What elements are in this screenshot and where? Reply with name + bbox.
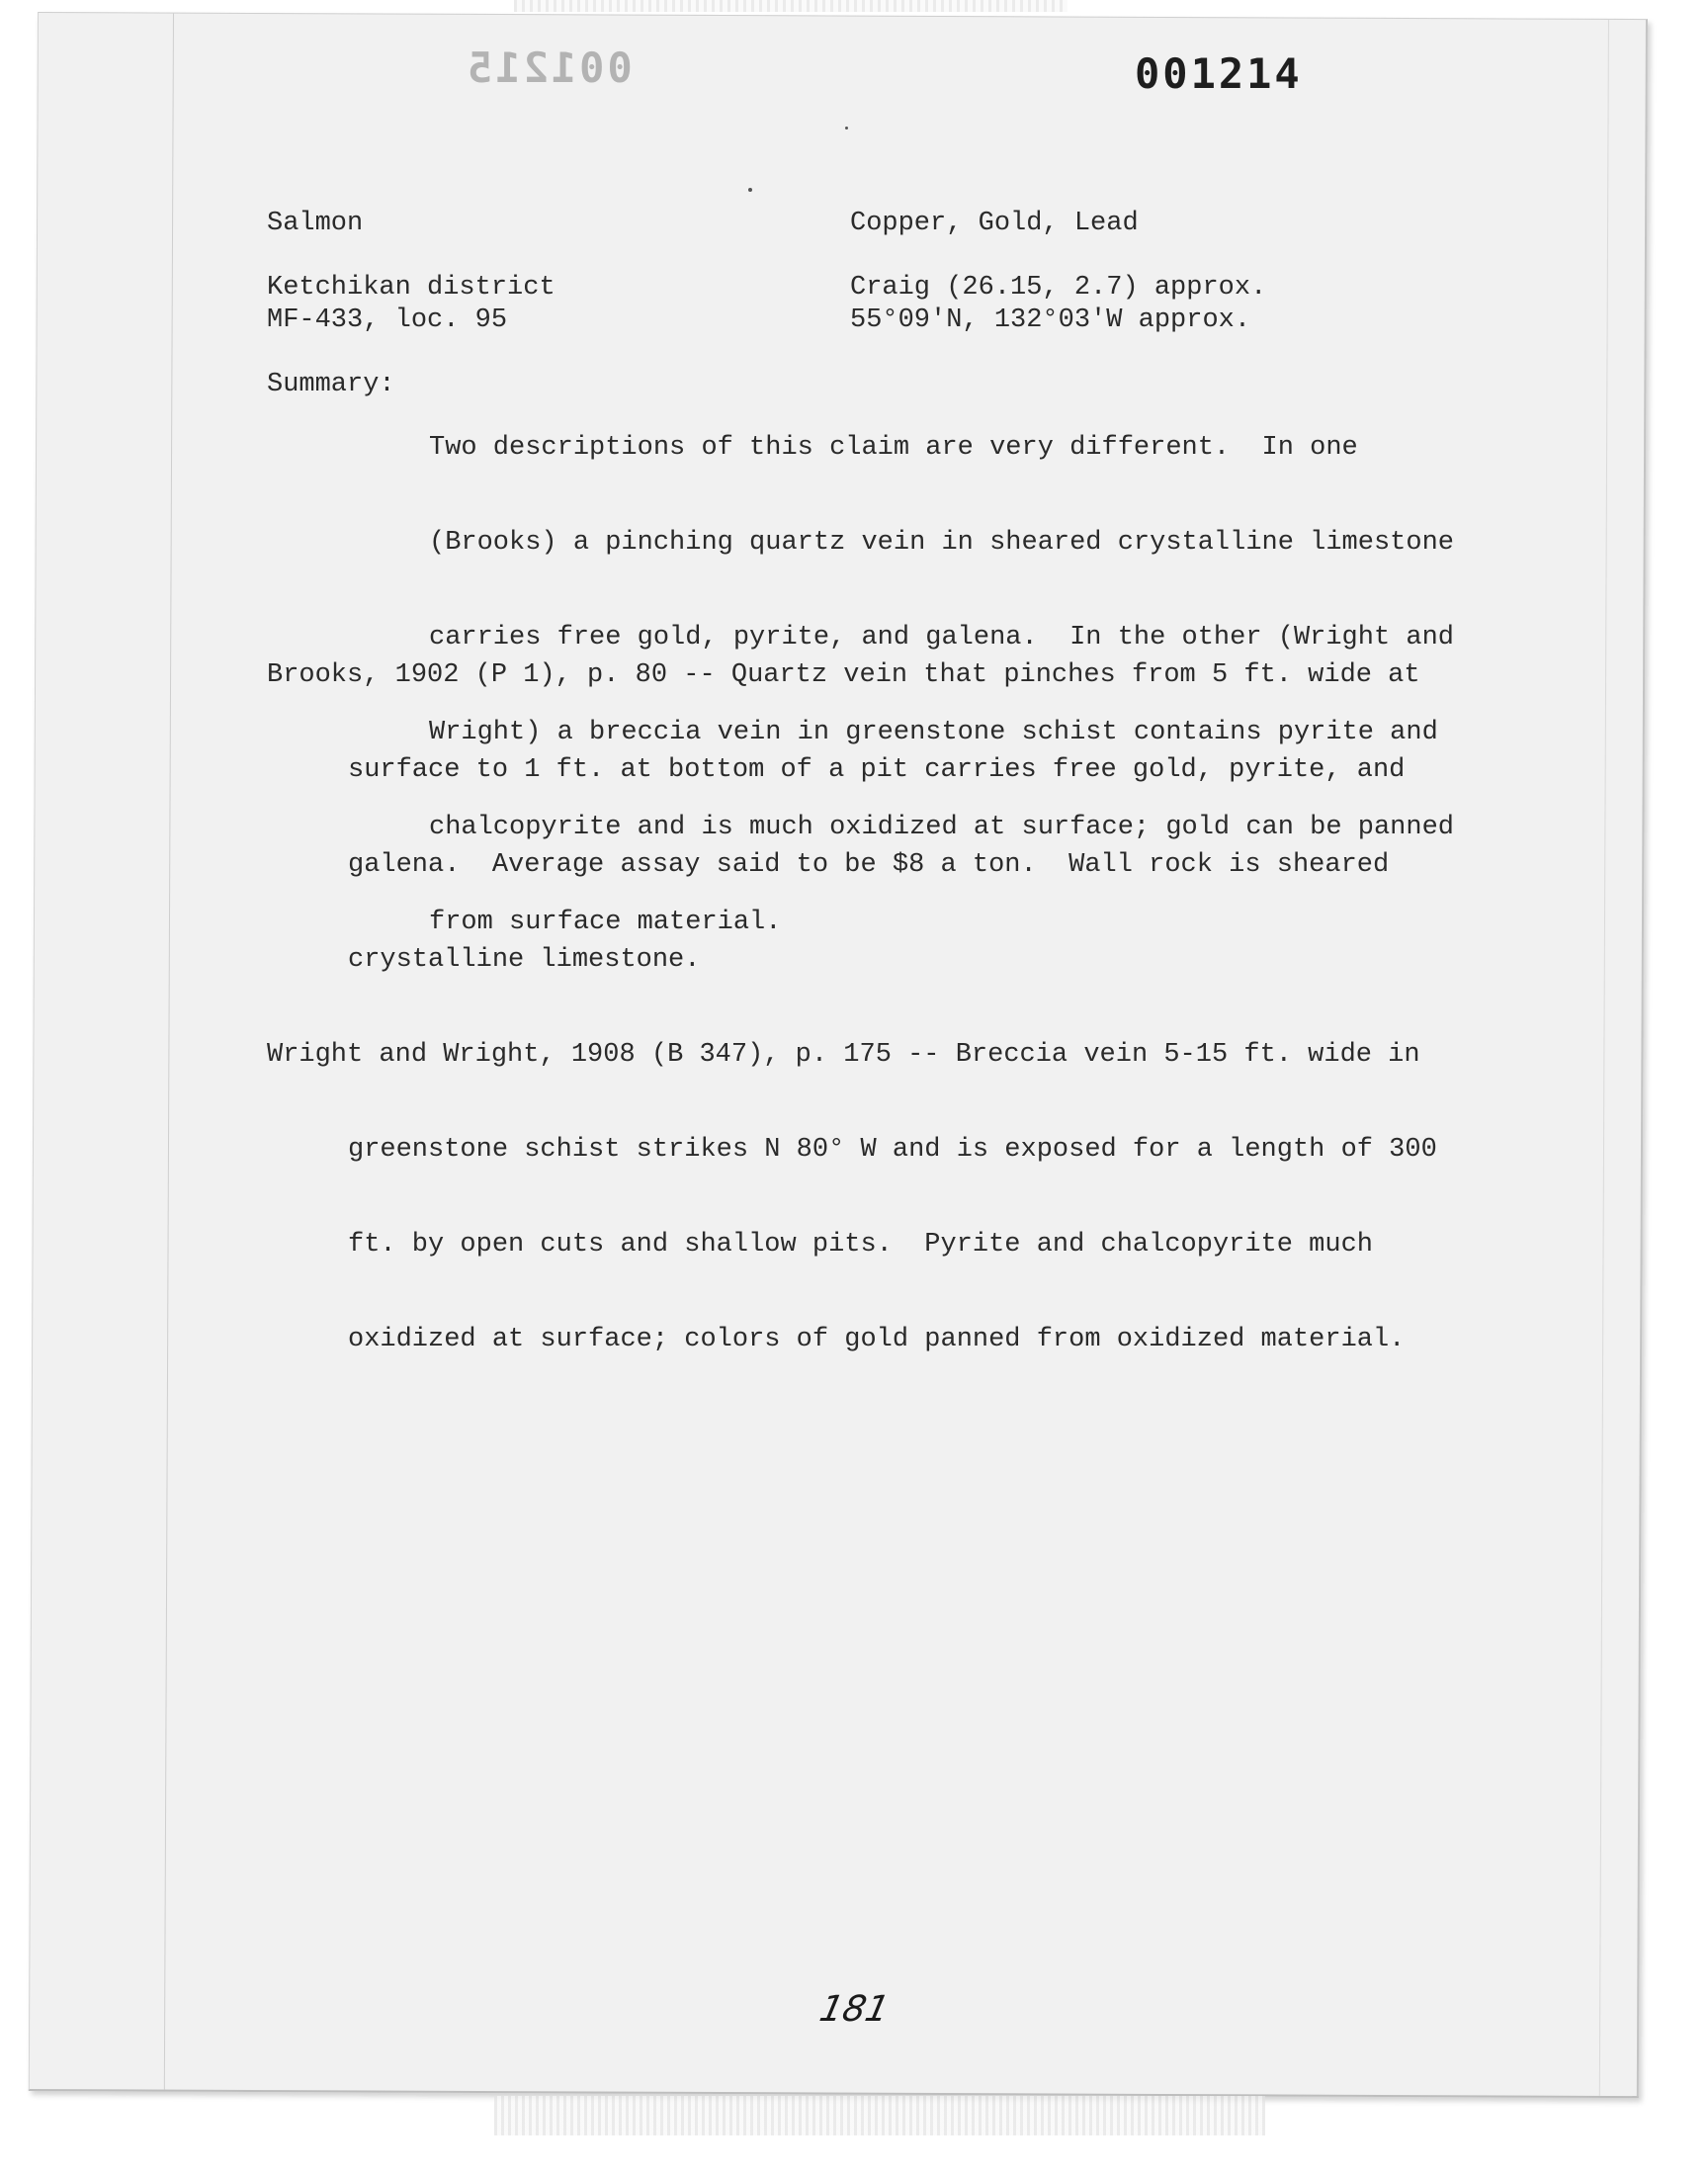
coordinates: 55°09'N, 132°03'W approx. [850,305,1251,335]
scan-artifact-bottom [494,2096,1265,2135]
margin-line-left [164,14,174,2090]
reference-line: oxidized at surface; colors of gold panned from oxidized material. [348,1325,1406,1354]
speck [748,188,752,192]
summary-line: Wright) a breccia vein in greenstone schist contains pyrite and [429,718,1438,747]
reference-wright: Wright and Wright, 1908 (B 347), p. 175 -- Breccia vein 5-15 ft. wide in [267,1040,1420,1070]
speck [845,127,848,130]
reference-line: ft. by open cuts and shallow pits. Pyrite and chalcopyrite much [348,1230,1373,1260]
handwritten-page-number: 181 [815,1989,894,2030]
summary-label: Summary: [267,370,395,399]
commodities: Copper, Gold, Lead [850,209,1139,238]
summary-line: (Brooks) a pinching quartz vein in sheared crystalline limestone [429,528,1454,558]
reference-line: surface to 1 ft. at bottom of a pit carries free gold, pyrite, and [348,755,1406,785]
references [267,596,1437,1419]
quadrangle-location: Craig (26.15, 2.7) approx. [850,273,1267,303]
summary-line: Two descriptions of this claim are very different. In one [429,433,1358,463]
scan-artifact-top [514,0,1068,12]
claim-name: Salmon [267,209,364,238]
document-number: 001214 [1135,49,1303,98]
reference-line: galena. Average assay said to be $8 a ton. Wall rock is sheared [348,850,1390,880]
reference-brooks: Brooks, 1902 (P 1), p. 80 -- Quartz vein that pinches from 5 ft. wide at [267,660,1420,690]
map-reference: MF-433, loc. 95 [267,305,508,335]
reference-line: crystalline limestone. [348,945,701,975]
summary-line: chalcopyrite and is much oxidized at surface; gold can be panned [429,813,1454,842]
summary-line: carries free gold, pyrite, and galena. In the other (Wright and [429,623,1454,652]
margin-line-right [1599,20,1609,2096]
district: Ketchikan district [267,273,555,303]
ghost-document-number: 001215 [465,44,633,92]
reference-line: greenstone schist strikes N 80° W and is exposed for a length of 300 [348,1135,1437,1165]
summary-line: from surface material. [429,908,782,937]
